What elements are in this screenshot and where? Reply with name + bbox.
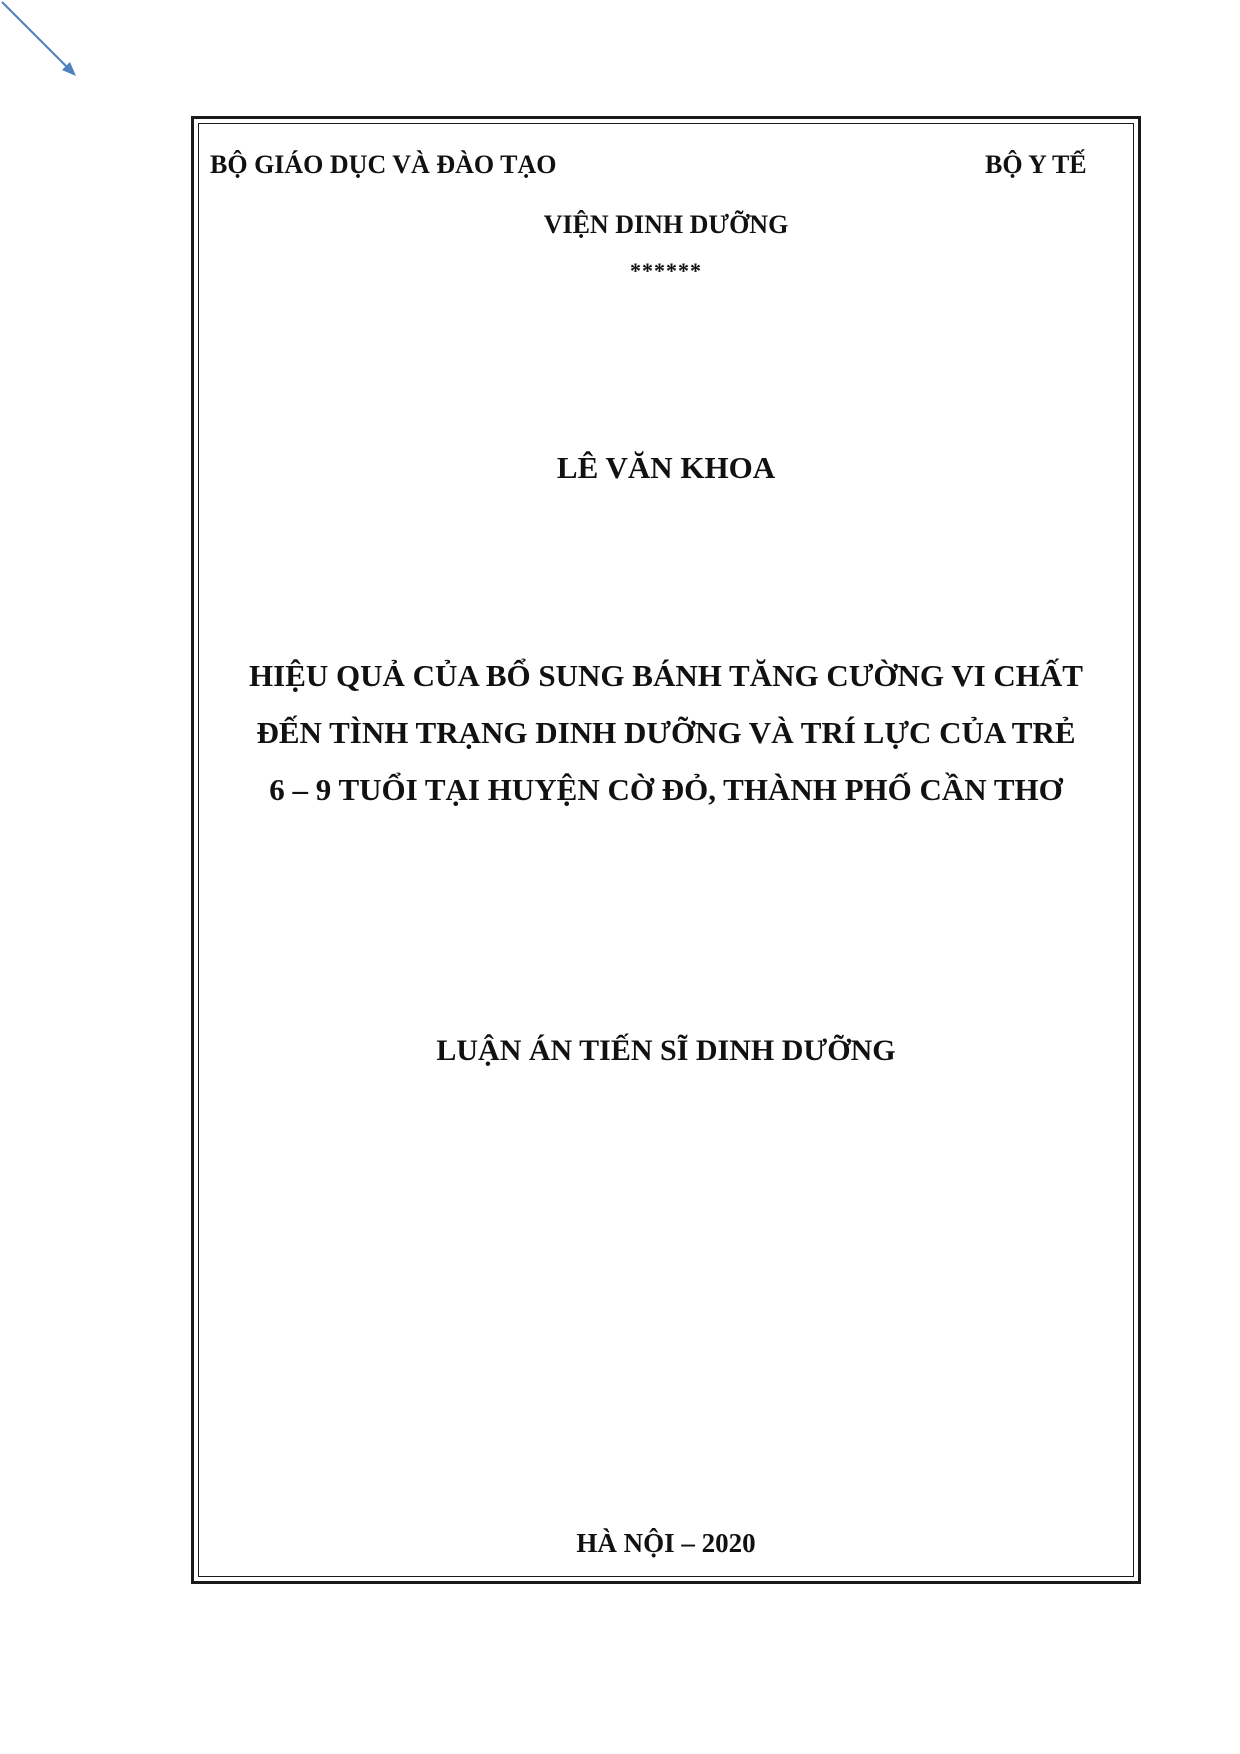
thesis-title-line-1: HIỆU QUẢ CỦA BỔ SUNG BÁNH TĂNG CƯỜNG VI CHẤT <box>249 658 1083 693</box>
author-name: LÊ VĂN KHOA <box>556 450 776 485</box>
ministry-education-label: BỘ GIÁO DỤC VÀ ĐÀO TẠO <box>210 150 557 179</box>
arrow-down-right-icon <box>0 0 90 90</box>
thesis-title-line-2: ĐẾN TÌNH TRẠNG DINH DƯỠNG VÀ TRÍ LỰC CỦA TRẺ <box>256 715 1076 750</box>
ministry-health-label: BỘ Y TẾ <box>985 150 1087 179</box>
place-year: HÀ NỘI – 2020 <box>576 1528 756 1558</box>
thesis-title-line-3: 6 – 9 TUỔI TẠI HUYỆN CỜ ĐỎ, THÀNH PHỐ CẦN THƠ <box>269 772 1063 807</box>
stars-divider: ****** <box>630 258 702 283</box>
degree-label: LUẬN ÁN TIẾN SĨ DINH DƯỠNG <box>436 1034 896 1067</box>
institute-name: VIỆN DINH DƯỠNG <box>543 210 789 239</box>
page-border-inner <box>198 123 1134 1577</box>
